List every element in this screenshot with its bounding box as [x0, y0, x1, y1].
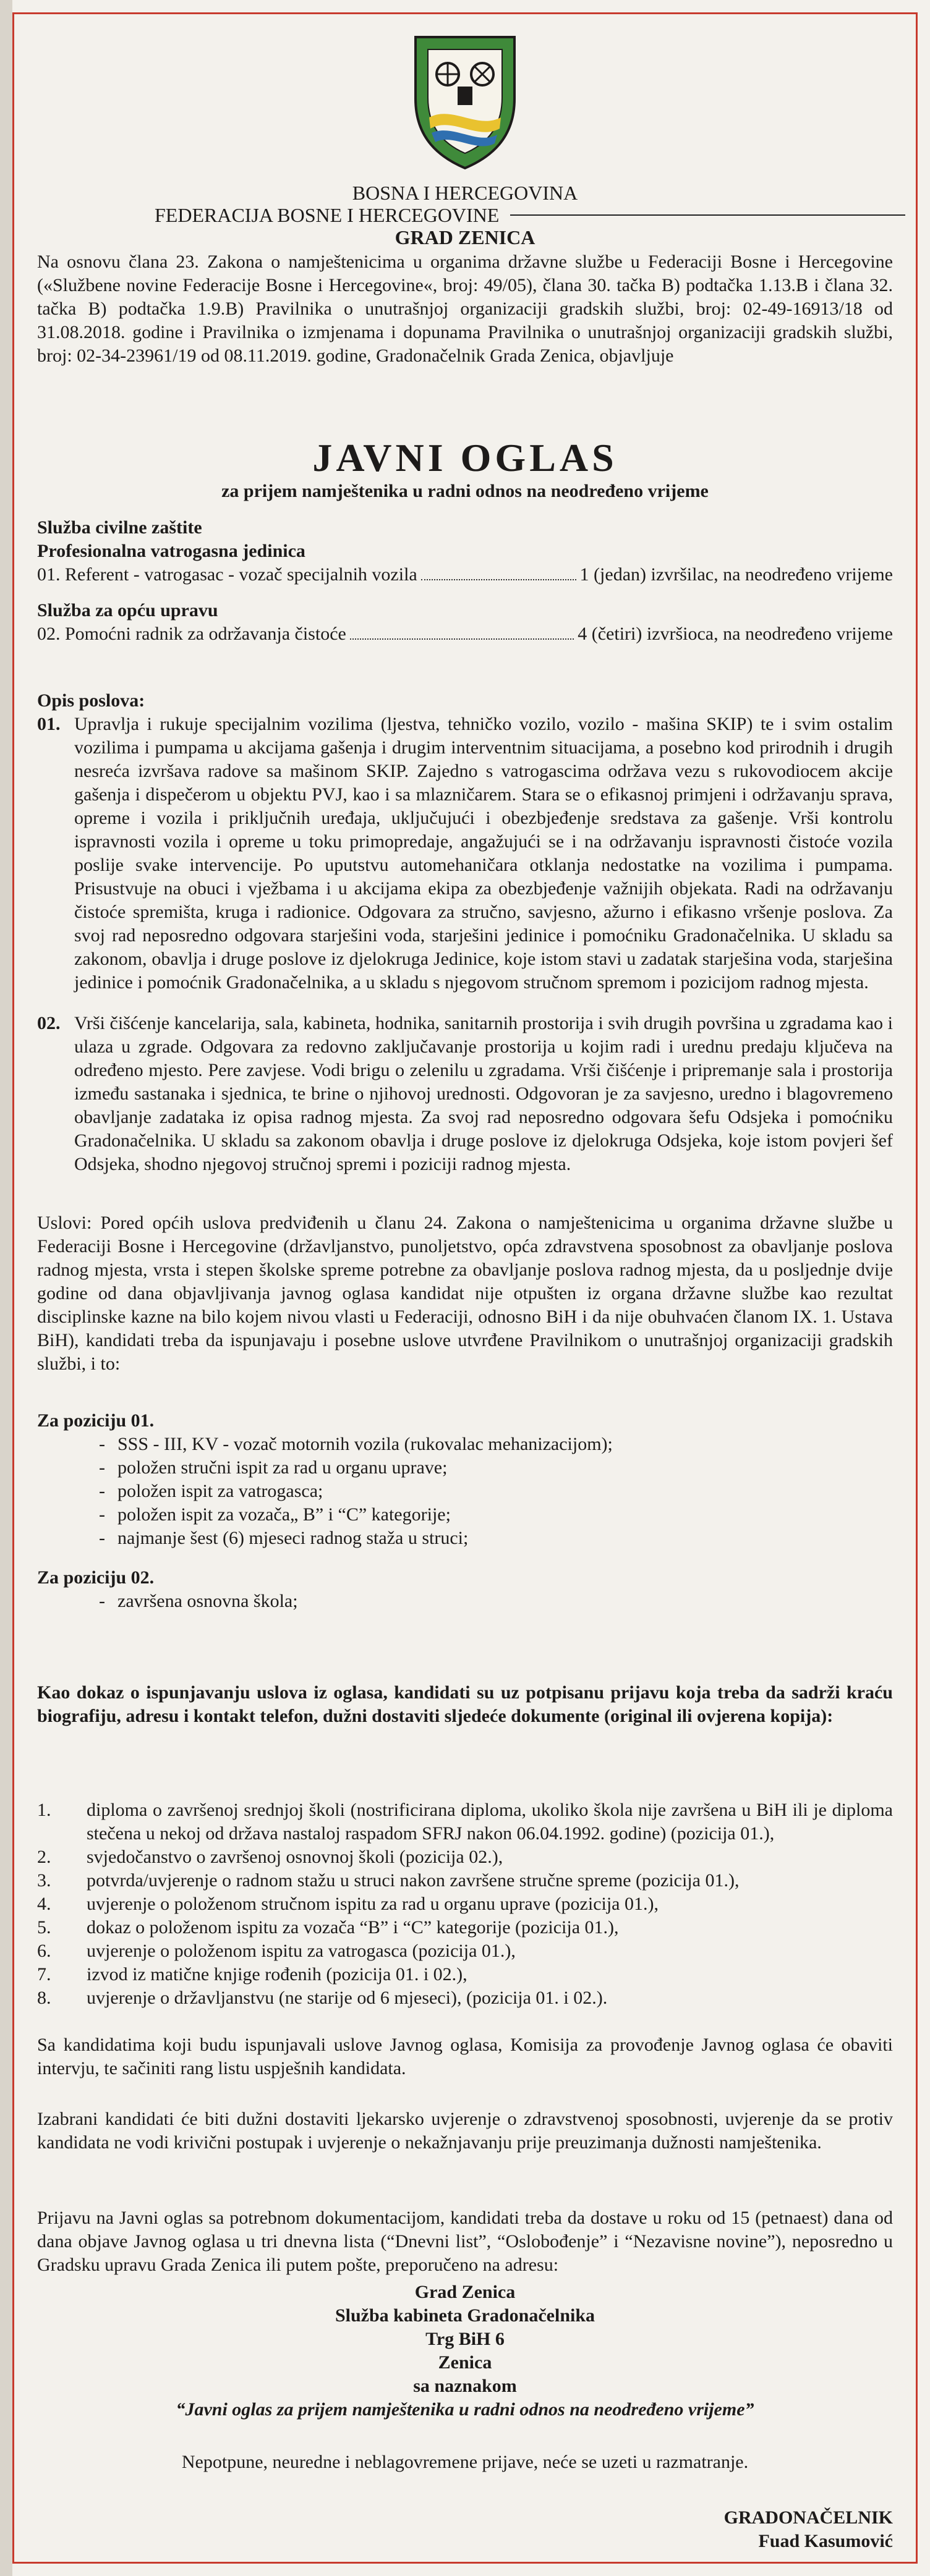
selected-paragraph: Izabrani kandidati će biti dužni dostaviti ljekarsko uvjerenje o zdravstvenoj sposobnosti, uvjerenje da se protiv kandidata ne vodi krivični postupak i uvjerenje o nekažnjavanju prije preuzimanja dužnosti namještenika. — [37, 2109, 893, 2153]
document-subtitle: za prijem namještenika u radni odnos na neodređeno vrijeme — [221, 481, 709, 501]
interview-paragraph: Sa kandidatima koji budu ispunjavali uslove Javnog oglasa, Komisija za provođenje Javnog oglasa će obaviti intervju, te sačiniti rang listu uspješnih kandidata. — [37, 2035, 893, 2078]
address-line-6: “Javni oglas za prijem namještenika u radni odnos na neodređeno vrijeme” — [176, 2399, 754, 2420]
req-01-list — [37, 1433, 893, 1550]
unit-fire-brigade: Profesionalna vatrogasna jedinica — [37, 541, 305, 561]
duties-section — [37, 689, 893, 1176]
duty-01-number: 01. — [37, 714, 61, 734]
intro-paragraph: Na osnovu člana 23. Zakona o namještenicima u organima državne službe u Federaciji Bosne i Hercegovine («Službene novine Federacije Bosne i Hercegovine«, broj: 49/05), člana 30. tačka B) podtačka 1.13.B i člana 32. tačka B) podtačka 1.9.B) Pravilnika o unutrašnjoj organizaciji gradskih službi, broj: 02-49-16913/18 od 31.08.2018. godine i Pravilnika o izmjenama i dopunama Pravilnika o unutrašnjoj organizaciji gradskih službi, broj: 02-34-23961/19 od 08.11.2019. godine, Gradonačelnik Grada Zenica, objavljuje — [37, 252, 893, 366]
signature-name: Fuad Kasumović — [758, 2531, 893, 2551]
conditions-paragraph: Uslovi: Pored općih uslova predviđenih u članu 24. Zakona o namještenicima u organima državne službe u Federaciji Bosne i Hercegovine (državljanstvo, punoljetstvo, opća zdravstvena sposobnost za obavljanje poslova radnog mjesta, vrsta i stepen školske spreme potrebne za obavljanje poslova radnog mjesta, da u posljednje dvije godine od dana objavljivanja javnog oglasa kandidat nije otpušten iz organa državne službe kao rezultat disciplinske kazne na bilo kojem nivou vlasti u Federaciji, odnosno BiH i da nije obuhvaćen članom IX. 1. Ustava BiH), kandidati treba da ispunjavaju i posebne uslove utvrđene Pravilnikom o unutrašnjoj organizaciji gradskih službi, i to: — [37, 1213, 893, 1374]
position-01-label: 01. Referent - vatrogasac - vozač specijalnih vozila — [37, 564, 417, 585]
header-rule — [510, 214, 905, 216]
list-item: - završena osnovna škola; — [99, 1591, 298, 1611]
position-02-label: 02. Pomoćni radnik za održavanja čistoće — [37, 624, 346, 644]
position-01-count: 1 (jedan) izvršilac, na neodređeno vrijeme — [579, 564, 893, 585]
list-item: - najmanje šest (6) mjeseci radnog staža u struci; — [99, 1528, 469, 1548]
position-02 — [37, 622, 893, 646]
duty-02 — [37, 1012, 893, 1176]
list-item: 7. izvod iz matične knjige rođenih (pozicija 01. i 02.), — [37, 1964, 467, 1985]
req-02-list — [37, 1590, 893, 1613]
address-line-2: Služba kabineta Gradonačelnika — [335, 2305, 595, 2326]
address-line-5: sa naznakom — [413, 2376, 517, 2396]
list-item: 8. uvjerenje o državljanstvu (ne starije od 6 mjeseci), (pozicija 01. i 02.). — [37, 1988, 608, 2008]
title-block — [0, 436, 930, 502]
position-02-count: 4 (četiri) izvršioca, na neodređeno vrijeme — [578, 624, 893, 644]
header-federation: FEDERACIJA BOSNE I HERCEGOVINE — [155, 204, 500, 226]
zenica-crest-icon — [391, 25, 539, 173]
header-federation-row — [0, 204, 930, 226]
header-country: BOSNA I HERCEGOVINA — [352, 182, 578, 204]
positions-section — [37, 516, 893, 646]
header-city: GRAD ZENICA — [395, 226, 535, 248]
duties-heading: Opis poslova: — [37, 690, 145, 711]
address-block — [37, 2281, 893, 2421]
documents-list — [37, 1799, 893, 2010]
position-01 — [37, 563, 893, 587]
duty-01 — [37, 713, 893, 994]
duty-02-number: 02. — [37, 1013, 61, 1033]
requirements-section — [37, 1409, 893, 1613]
req-01-heading: Za poziciju 01. — [37, 1410, 155, 1431]
list-item: 5. dokaz o položenom ispitu za vozača “B” i “C” kategorije (pozicija 01.), — [37, 1917, 619, 1938]
req-02-heading: Za poziciju 02. — [37, 1567, 155, 1588]
list-item: 4. uvjerenje o položenom stručnom ispitu za rad u organu uprave (pozicija 01.), — [37, 1894, 659, 1914]
signature-block — [724, 2506, 893, 2553]
list-item: 2. svjedočanstvo o završenoj osnovnoj školi (pozicija 02.), — [37, 1847, 503, 1867]
list-item: - položen stručni ispit za rad u organu uprave; — [99, 1457, 448, 1478]
document-header — [0, 25, 930, 248]
notice-text: Nepotpune, neuredne i neblagovremene prijave, neće se uzeti u razmatranje. — [181, 2452, 749, 2472]
proof-heading: Kao dokaz o ispunjavanju uslova iz oglasa, kandidati su uz potpisanu prijavu koja treba da sadrži kraću biografiju, adresu i kontakt telefon, dužni dostaviti sljedeće dokumente (original ili ovjerena kopija): — [37, 1682, 893, 1726]
submission-paragraph: Prijavu na Javni oglas sa potrebnom dokumentacijom, kandidati treba da dostave u roku od 15 (petnaest) dana od dana objave Javnog oglasa u tri dnevna lista (“Dnevni list”, “Oslobođenje” i “Nezavisne novine”), neposredno u Gradsku upravu Grada Zenica ili putem pošte, preporučeno na adresu: — [37, 2208, 893, 2275]
service-civil-protection: Služba civilne zaštite — [37, 517, 202, 538]
duty-02-text: Vrši čišćenje kancelarija, sala, kabineta, hodnika, sanitarnih prostorija i svih drugih površina u zgradama kao i ulaza u zgrade. Odgovara za redovno zaključavanje prostorija u kojim radi i urednu predaju ključeva na određeno mjesto. Pere zavjese. Vodi brigu o zelenilu u zgradama. Vrši čišćenje i pripremanje sala i prostorija između sastanaka i sjednica, te brine o njihovoj urednosti. Odgovoran je za savjesno, uredno i blagovremeno obavljanje zadataka iz opisa radnog mjesta. Za svoj rad neposredno odgovara šefu Odsjeka i pomoćniku Gradonačelnika. U skladu sa zakonom obavlja i druge poslove iz djelokruga Odsjeka, koje istom povjeri šef Odsjeka, shodno njegovoj stručnoj spremi i poziciji radnog mjesta. — [74, 1013, 893, 1174]
list-item: - položen ispit za vozača„ B” i “C” kategorije; — [99, 1504, 451, 1525]
list-item: - položen ispit za vatrogasca; — [99, 1481, 323, 1501]
scan-edge — [0, 0, 12, 2576]
document-title: JAVNI OGLAS — [312, 436, 618, 480]
list-item: 1. diploma o završenoj srednjoj školi (nostrificirana diploma, ukoliko škola nije završena u BiH ili je diploma stečena u nekoj od država nastaloj raspadom SFRJ nakon 06.04.1992. godine) (pozicija 01.), — [37, 1800, 893, 1844]
address-line-3: Trg BiH 6 — [425, 2329, 505, 2349]
dot-leader — [421, 563, 576, 580]
service-general-admin: Služba za opću upravu — [37, 600, 218, 621]
signature-title: GRADONAČELNIK — [723, 2507, 893, 2528]
dot-leader — [350, 622, 574, 640]
address-line-1: Grad Zenica — [414, 2282, 516, 2302]
list-item: 3. potvrda/uvjerenje o radnom stažu u struci nakon završene stručne spreme (pozicija 01.), — [37, 1870, 740, 1891]
address-line-4: Zenica — [438, 2352, 492, 2373]
list-item: 6. uvjerenje o položenom ispitu za vatrogasca (pozicija 01.), — [37, 1941, 516, 1961]
duty-01-text: Upravlja i rukuje specijalnim vozilima (ljestva, tehničko vozilo, vozilo - mašina SKIP) te i svim ostalim vozilima i pumpama u akcijama gašenja i drugim interventnim situacijama, a posebno kod prirodnih i drugih nesreća izvršava radove sa mašinom SKIP. Zajedno s vatrogascima održava vezu s rukovodiocem akcije gašenja i dispečerom u objektu PVJ, kao i sa mlazničarem. Stara se o efikasnoj primjeni i održavanju sprava, opreme i vozila i priključnih uređaja, uključujući i obezbjeđenje sredstava za gašenje. Vrši kontrolu ispravnosti vozila i opreme u toku primopredaje, angažujući se i na održavanju ispravnosti čistoće vozila poslije svake intervencije. Po uputstvu automehaničara otklanja nedostatke na vozilima i pumpama. Prisustvuje na obuci i vježbama i u akcijama ekipa za obezbjeđenje važnijih objekata. Radi na održavanju čistoće spremišta, kruga i radionice. Odgovara za stručno, savjesno, ažurno i efikasno vršenje poslova. Za svoj rad neposredno odgovara starješini voda, starješini jedinice i pomoćniku Gradonačelnika. U skladu sa zakonom, obavlja i druge poslove iz djelokruga Jedinice, koje istom stavi u zadatak starješina voda, starješina jedinice i pomoćnik Gradonačelnika, a u skladu s njegovom stručnom spremom i pozicijom radnog mjesta. — [74, 714, 893, 993]
list-item: - SSS - III, KV - vozač motornih vozila (rukovalac mehanizacijom); — [99, 1434, 613, 1454]
